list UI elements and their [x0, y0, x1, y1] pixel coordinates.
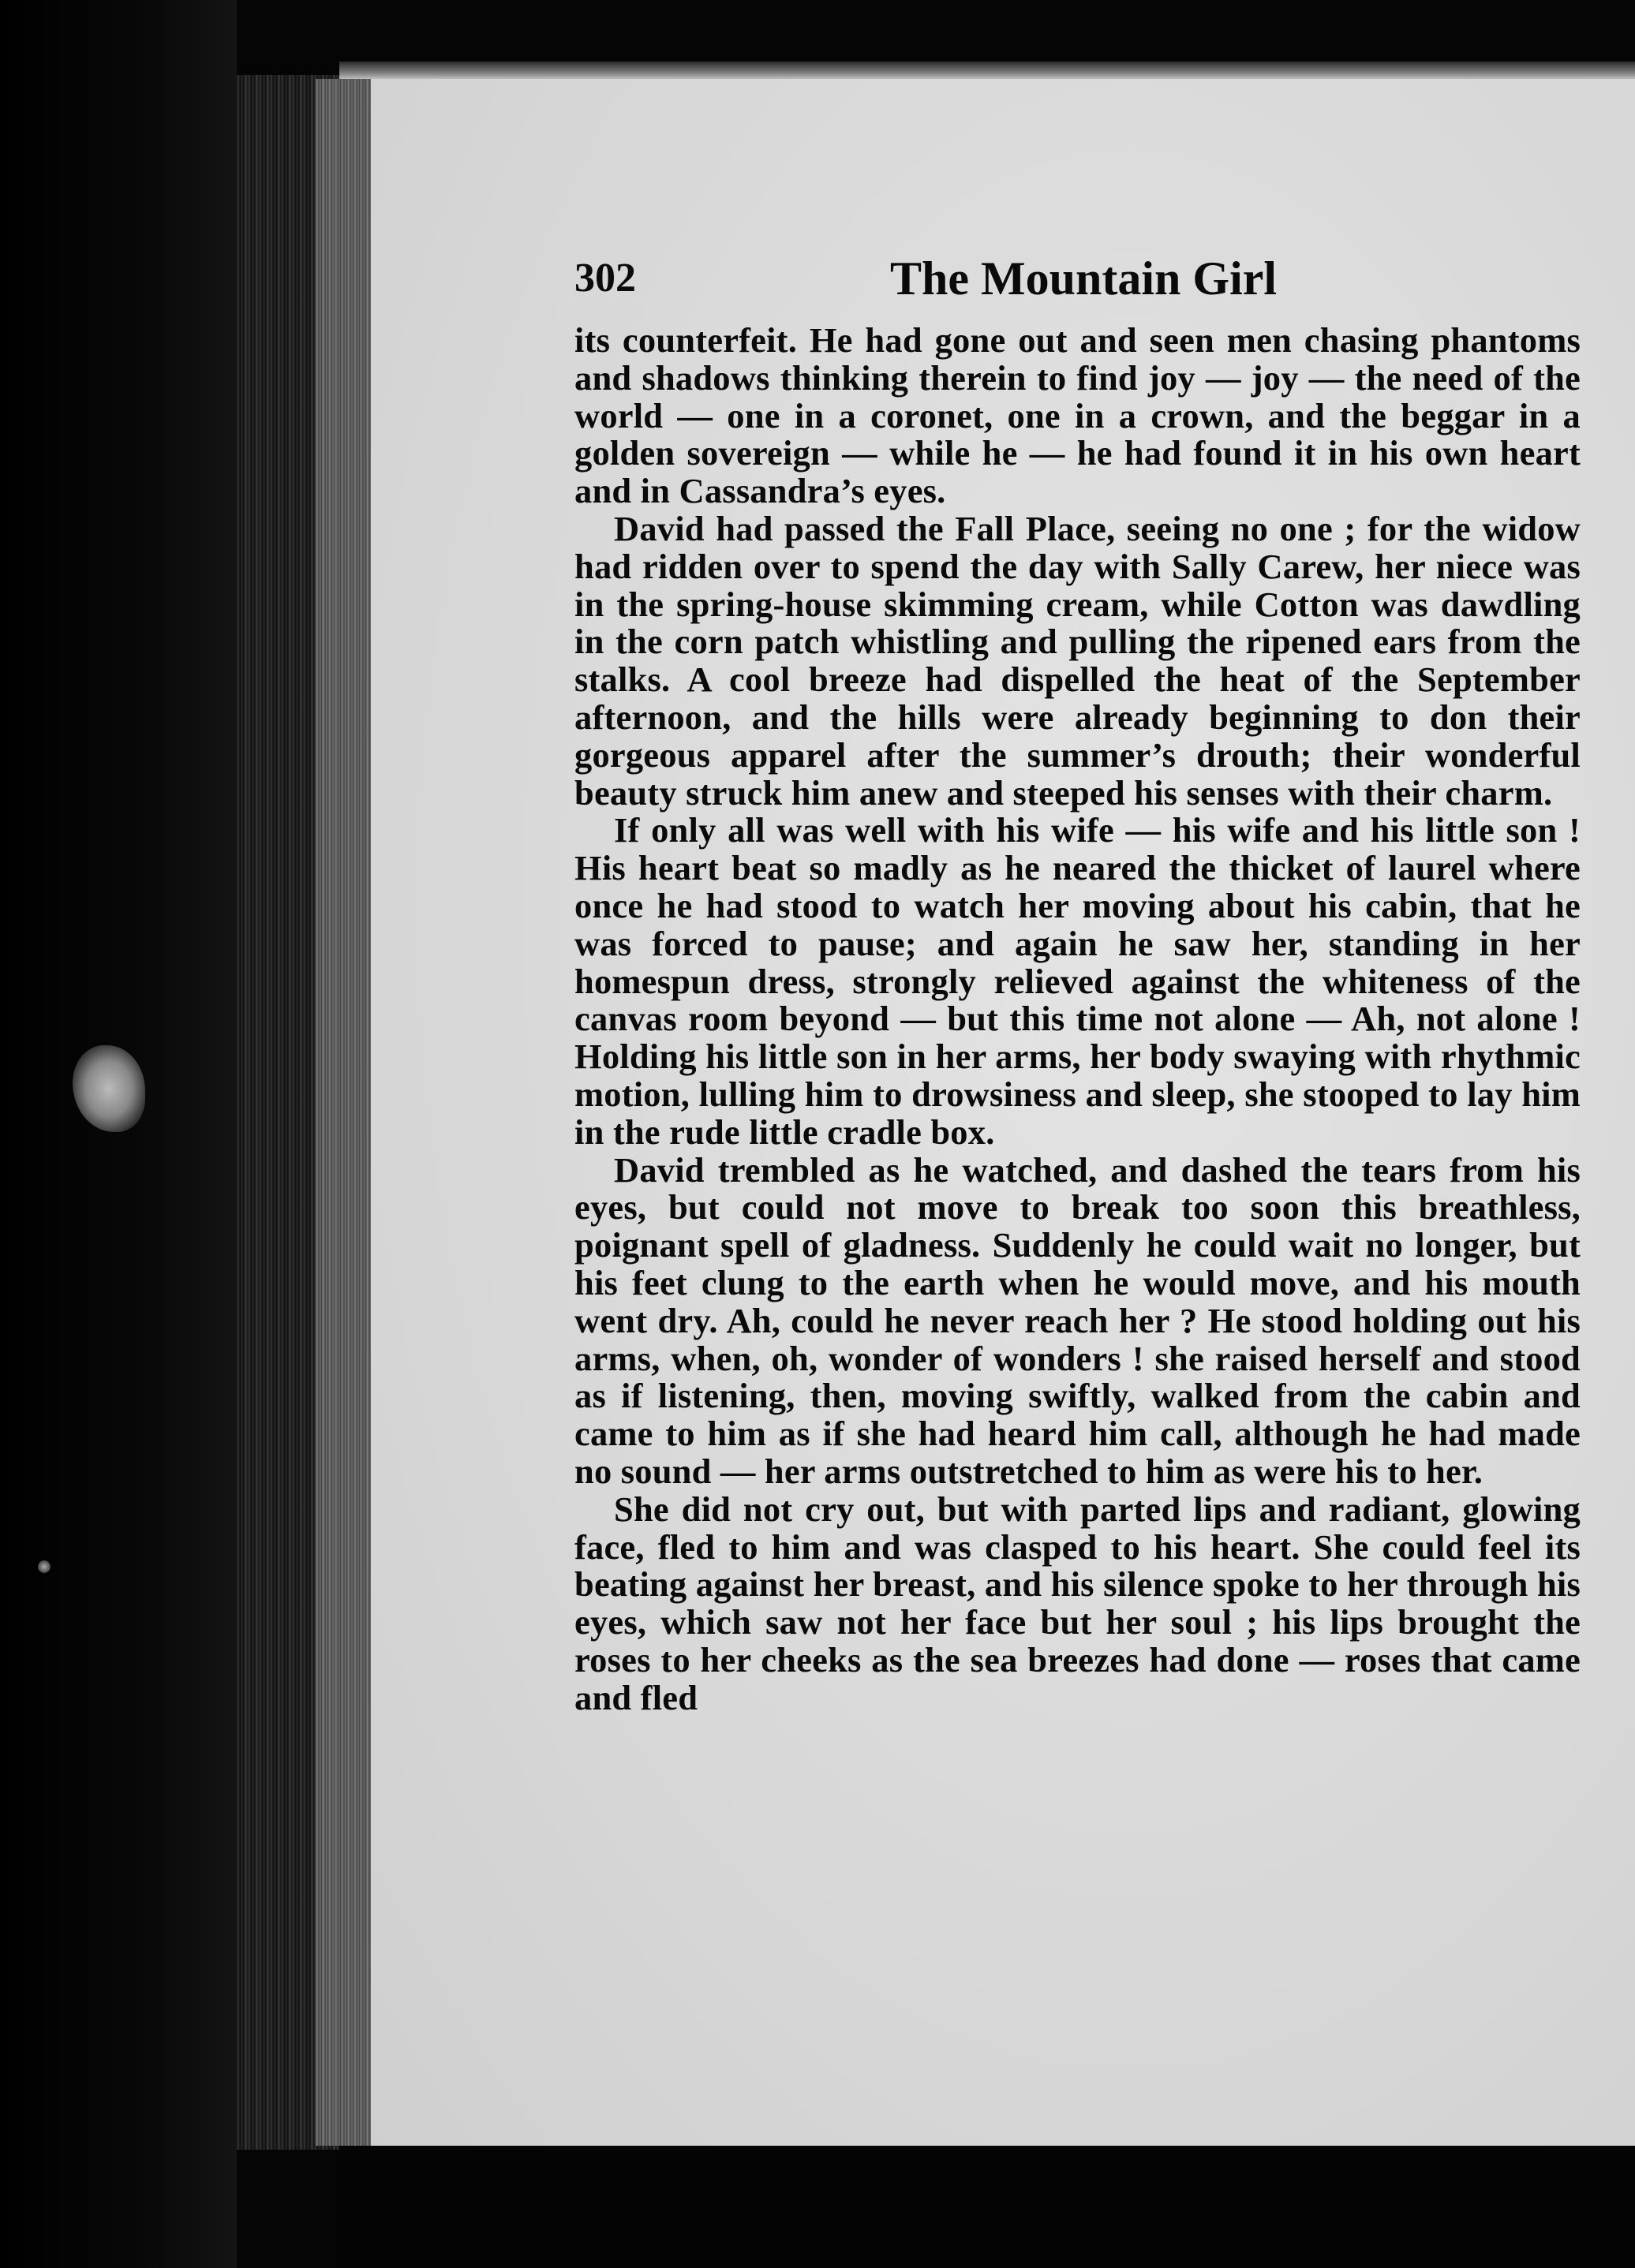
running-head — [574, 251, 1581, 322]
text-block — [574, 251, 1581, 1717]
paragraph: If only all was well with his wife — his wife and his little son ! His heart beat so madly as he neared the thicket of laurel where once he had stood to watch her moving about his cabin, that he was forced to pause; and again he saw her, standing in her homespun dress, strongly relieved against the whiteness of the canvas room beyond — but this time not alone — Ah, not alone ! Holding his little son in her arms, her body swaying with rhythmic motion, lulling him to drowsiness and sleep, she stooped to lay him in the rude little cradle box. — [574, 810, 1581, 1152]
book-spine-shadow — [0, 0, 237, 2268]
running-title: The Mountain Girl — [890, 252, 1278, 305]
page-bottom-shadow — [339, 2146, 1635, 2268]
body-text — [574, 322, 1581, 1717]
paragraph: its counterfeit. He had gone out and seen men chasing phantoms and shadows thinking therein to find joy — joy — the need of the world — one in a coronet, one in a crown, and the beggar in a golden sovereign — while he — he had found it in his own heart and in Cassandra’s eyes. — [574, 320, 1581, 511]
scan-blemish-small — [38, 1560, 51, 1573]
page-number: 302 — [574, 256, 636, 301]
page-top-edge — [339, 62, 1635, 79]
paragraph: David had passed the Fall Place, seeing no one ; for the widow had ridden over to spend the day with Sally Carew, her niece was in the spring-house skimming cream, while Cotton was dawdling in the corn patch whistling and pulling the ripened ears from the stalks. A cool breeze had dispelled the heat of the September afternoon, and the hills were already beginning to don their gorgeous apparel after the summer’s drouth; their wonderful beauty struck him anew and steeped his senses with their charm. — [574, 508, 1581, 813]
paragraph: She did not cry out, but with parted lips and radiant, glowing face, fled to him and was clasped to his heart. She could feel its beating against her breast, and his silence spoke to her through his eyes, which saw not her face but her soul ; his lips brought the roses to her cheeks as the sea breezes had done — roses that came and fled — [574, 1489, 1581, 1717]
paragraph: David trembled as he watched, and dashed the tears from his eyes, but could not move to break too soon this breathless, poignant spell of gladness. Suddenly he could wait no longer, but his feet clung to the earth when he would move, and his mouth went dry. Ah, could he never reach her ? He stood holding out his arms, when, oh, wonder of wonders ! she raised herself and stood as if listening, then, moving swiftly, walked from the cabin and came to him as if she had heard him call, although he had made no sound — her arms outstretched to him as were his to her. — [574, 1149, 1581, 1491]
page-edges-highlight — [316, 79, 375, 2146]
